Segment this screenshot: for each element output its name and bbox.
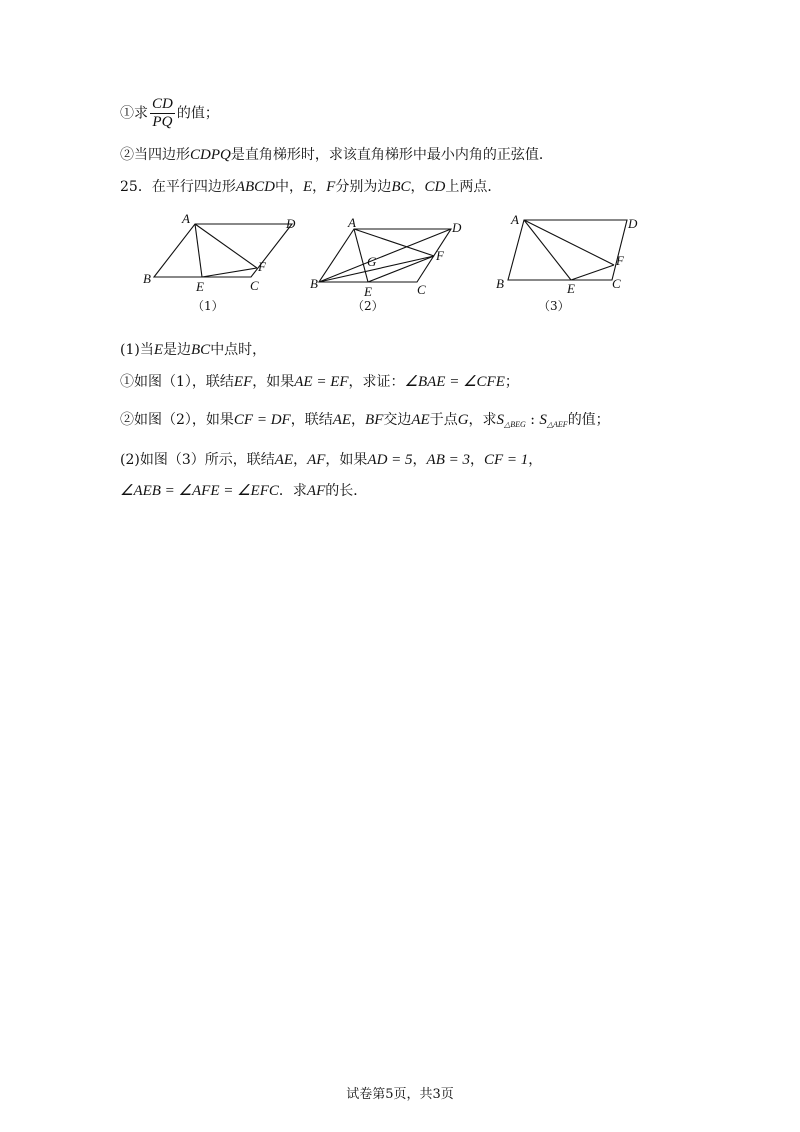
q25-stem-t3: 上两点． <box>445 179 502 195</box>
caption-figure-1: （1） <box>192 299 224 313</box>
q25-stem-t2: 分别为边 <box>335 179 392 195</box>
label-d: D <box>286 216 296 231</box>
part1-i1-angle: ∠BAE = ∠CFE <box>404 374 505 390</box>
label-b: B <box>143 271 151 286</box>
segment-ae-3 <box>524 220 571 280</box>
label-f: F <box>616 253 624 268</box>
area-s1-subscript: △BEG <box>504 420 526 429</box>
part2-l1-ae: AE <box>274 452 294 468</box>
q24-item1-suffix: 的值； <box>176 105 219 122</box>
label-a: A <box>511 212 519 227</box>
q25-stem-f: F <box>326 179 336 195</box>
part1-i2-d: 交边 <box>383 412 412 428</box>
part1-intro-a: (1)当 <box>120 342 154 358</box>
q25-part1-item1 <box>120 372 519 392</box>
page-footer: 试卷第5页，共3页 <box>346 1087 454 1102</box>
part2-l2-b: 的长． <box>325 483 368 499</box>
segment-ef-1 <box>202 268 257 277</box>
q24-item1-prefix: ①求 <box>120 105 148 122</box>
part1-intro-b: 是边 <box>163 342 192 358</box>
part2-l1-c: ，如果 <box>325 452 368 468</box>
geometry-figures <box>140 210 660 320</box>
q25-stem-comma: ， <box>312 179 327 195</box>
label-c: C <box>250 278 259 293</box>
part2-l1-d: ， <box>412 452 427 468</box>
part2-l1-f: ， <box>528 452 543 468</box>
part2-l1-cf: CF = 1 <box>483 452 529 468</box>
area-s1: S <box>496 412 505 428</box>
q25-part2-line2 <box>120 481 367 501</box>
part1-i2-ae2: AE <box>411 412 430 428</box>
part1-i1-b: ，如果 <box>252 374 295 390</box>
part1-intro-e: E <box>153 342 164 358</box>
q24-item2-suffix: 是直角梯形时，求该直角梯形中最小内角的正弦值． <box>230 147 553 163</box>
part1-i2-c: ， <box>351 412 366 428</box>
part1-intro-bc: BC <box>191 342 211 358</box>
part1-i2-eq: CF = DF <box>233 412 291 428</box>
segment-af-3 <box>524 220 614 265</box>
part1-i2-b: ，联结 <box>290 412 333 428</box>
q25-part2-line1 <box>120 450 542 470</box>
part1-i1-d: ； <box>504 374 519 390</box>
part1-i1-ef: EF <box>233 374 253 390</box>
label-f: F <box>436 248 444 263</box>
fraction-denominator: PQ <box>152 114 173 130</box>
figure-2 <box>310 215 462 313</box>
part2-l2-af: AF <box>306 483 326 499</box>
figure-1 <box>143 211 296 313</box>
part1-i2-tail: 的值； <box>567 412 610 428</box>
part1-i1-eq: AE = EF <box>294 374 349 390</box>
part1-intro-c: 中点时， <box>210 342 267 358</box>
q25-stem-abcd: ABCD <box>235 179 275 195</box>
caption-figure-3: （3） <box>538 299 570 313</box>
q25-stem-cd: CD <box>424 179 446 195</box>
segment-ae-1 <box>195 224 202 277</box>
label-e: E <box>196 279 204 294</box>
part2-l2-angle: ∠AEB = ∠AFE = ∠EFC <box>120 483 279 499</box>
part2-l2-a: ．求 <box>278 483 307 499</box>
fraction-cd-over-pq <box>150 96 175 131</box>
caption-figure-2: （2） <box>352 299 384 313</box>
part2-l1-ab: AB = 3 <box>426 452 470 468</box>
label-a: A <box>348 215 356 230</box>
part1-i1-a: ①如图（1），联结 <box>120 374 234 390</box>
q25-stem-comma2: ， <box>410 179 425 195</box>
fraction-numerator: CD <box>152 96 173 112</box>
q24-item2-var: CDPQ <box>190 147 231 163</box>
part2-l1-e: ， <box>469 452 484 468</box>
parallelogram-1 <box>154 224 292 277</box>
part1-i2-a: ②如图（2），如果 <box>120 412 234 428</box>
part2-l1-b: ， <box>293 452 308 468</box>
part1-i2-bf: BF <box>365 412 384 428</box>
area-s2-subscript: △AEF <box>546 420 568 429</box>
part1-i2-ae: AE <box>332 412 352 428</box>
figure-3 <box>496 212 638 313</box>
area-ratio-colon: : <box>525 412 540 428</box>
label-d: D <box>628 216 638 231</box>
parallelogram-3 <box>508 220 627 280</box>
label-e: E <box>567 281 575 296</box>
q24-item2 <box>120 145 553 165</box>
label-e: E <box>364 284 372 299</box>
label-a: A <box>182 211 190 226</box>
q25-stem-num: 25．在平行四边形 <box>120 179 236 195</box>
part2-l1-a: (2)如图（3）所示，联结 <box>120 452 275 468</box>
q24-item2-prefix: ②当四边形 <box>120 147 190 163</box>
label-d: D <box>452 220 462 235</box>
label-c: C <box>417 282 426 297</box>
label-g: G <box>367 254 377 269</box>
area-s2: S <box>539 412 547 428</box>
q25-part1-intro <box>120 340 266 360</box>
q25-part1-item2 <box>120 410 610 435</box>
label-b: B <box>496 276 504 291</box>
q25-stem-bc: BC <box>391 179 411 195</box>
part1-i2-g: G <box>457 412 469 428</box>
q25-stem <box>120 177 501 197</box>
part2-l1-af: AF <box>307 452 326 468</box>
label-b: B <box>310 276 318 291</box>
part2-l1-ad: AD = 5 <box>367 452 413 468</box>
segment-ef-3 <box>571 265 614 280</box>
q24-item1 <box>120 96 219 131</box>
part1-i2-f: ，求 <box>468 412 497 428</box>
label-f: F <box>258 259 266 274</box>
part1-i1-c: ，求证： <box>348 374 405 390</box>
segment-af-1 <box>195 224 257 268</box>
q25-stem-e: E <box>303 179 313 195</box>
q25-stem-t1: 中， <box>275 179 303 195</box>
label-c: C <box>612 276 621 291</box>
part1-i2-e: 于点 <box>429 412 458 428</box>
